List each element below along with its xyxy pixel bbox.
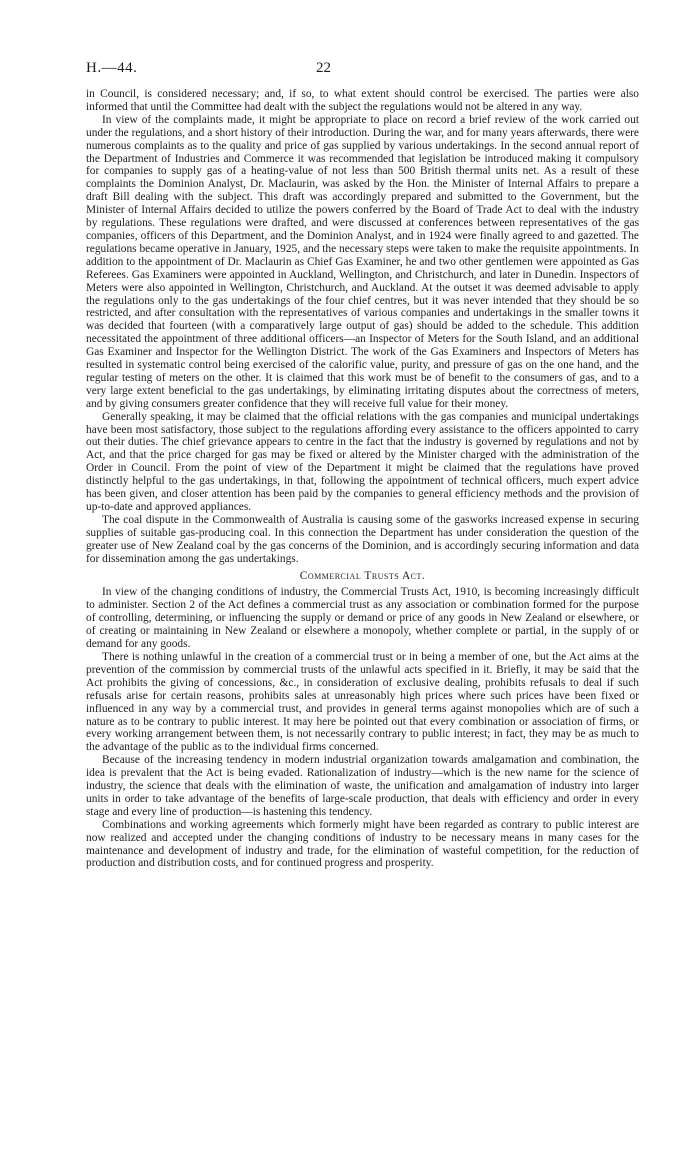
paragraph: In view of the complaints made, it might be appropriate to place on record a brief review of the work carried out under the regulations, and a short history of their introduction. During the war, and for many years afterwards, there were numerous complaints as to the quality and price of gas supplied by various undertakings. In the second annual report of the Department of Industries and Commerce it was recommended that legislation be introduced making it compulsory for companies to supply gas of a heating-value of not less than 500 British thermal units net. As a result of these complaints the Dominion Analyst, Dr. Maclaurin, was asked by the Hon. the Minister of Internal Affairs to prepare a draft Bill dealing with the subject. This draft was accordingly prepared and submitted to the Government, but the Minister of Internal Affairs decided to utilize the powers conferred by the Board of Trade Act to deal with the industry by regulations. These regulations were drafted, and were discussed at conferences between representatives of the gas companies, officers of this Department, and the Dominion Analyst, and in 1924 were finally agreed to and gazetted. The regulations became operative in January, 1925, and the necessary steps were taken to make the requisite appointments. In addition to the appointment of Dr. Maclaurin as Chief Gas Examiner, he and two other gentlemen were appointed as Gas Referees. Gas Examiners were appointed in Auckland, Wellington, and Christchurch, and later in Dunedin. Inspectors of Meters were also appointed in Wellington, Christchurch, and Auckland. At the outset it was deemed advisable to apply the regulations only to the gas undertakings of the four chief centres, but it was never intended that they should be so restricted, and after consultation with the representatives of various companies and undertakings in the smaller towns it was decided that fourteen (with a comparatively large output of gas) should be added to the schedule. This addition necessitated the appointment of three additional officers—an Inspector of Meters for the South Island, and an additional Gas Examiner and Inspector for the Wellington District. The work of the Gas Examiners and Inspectors of Meters has resulted in systematic control being exercised of the calorific value, purity, and pressure of gas on the one hand, and the regular testing of meters on the other. It is claimed that this work must be of benefit to the consumers of gas, and to a very large extent beneficial to the gas undertakings, by eliminating irritating disputes about the correctness of meters, and by giving consumers greater confidence that they will receive full value for their money. bbox=[86, 113, 639, 410]
paragraph: in Council, is considered necessary; and, if so, to what extent should control be exercised. The parties were also informed that until the Committee had dealt with the subject the regulations would not be altered in any way. bbox=[86, 88, 639, 113]
paragraph: Because of the increasing tendency in modern industrial organization towards amalgamation and combination, the idea is prevalent that the Act is being evaded. Rationalization of industry—which is the new name for the science of industry, the science that deals with the elimination of waste, the unification and amalgamation of industry into larger units in order to take advantage of the benefits of large-scale production, that deals with efficiency and order in every stage and every line of production—is hastening this tendency. bbox=[86, 754, 639, 818]
page-header bbox=[86, 60, 639, 88]
paragraph: There is nothing unlawful in the creation of a commercial trust or in being a member of one, but the Act aims at the prevention of the commission by commercial trusts of the unlawful acts specified in it. Briefly, it may be said that the Act prohibits the giving of concessions, &c., in consideration of exclusive dealing, prohibits refusals to deal if such refusals arise for certain reasons, prohibits sales at unreasonably high prices where such prices have been fixed or influenced in any way by a commercial trust, and provides in general terms against monopolies which are of such a nature as to be contrary to public interest. It may here be pointed out that every combination or association of firms, or every working arrangement between them, is not necessarily contrary to public interest; in fact, they may be as much to the advantage of the public as to the individual firms concerned. bbox=[86, 650, 639, 754]
paragraph: The coal dispute in the Commonwealth of Australia is causing some of the gasworks increased expense in securing supplies of suitable gas-producing coal. In this connection the Department has under consideration the question of the greater use of New Zealand coal by the gas concerns of the Dominion, and is accordingly securing information and data for dissemination among the gas undertakings. bbox=[86, 513, 639, 565]
paper-reference: H.—44. bbox=[86, 60, 138, 76]
section-heading: Commercial Trusts Act. bbox=[299, 569, 426, 582]
paragraph: In view of the changing conditions of industry, the Commercial Trusts Act, 1910, is becoming increasingly difficult to administer. Section 2 of the Act defines a commercial trust as any association or combination formed for the purpose of controlling, determining, or influencing the supply or demand or price of any goods in New Zealand or elsewhere, or of creating or maintaining in New Zealand or elsewhere a monopoly, whether complete or partial, in the supply of or demand for any goods. bbox=[86, 586, 639, 651]
paragraph: Combinations and working agreements which formerly might have been regarded as contrary to public interest are now realized and accepted under the changing conditions of industry to be necessary means in many cases for the maintenance and development of industry and trade, for the elimination of wasteful competition, for the reduction of production and distribution costs, and for continued progress and prosperity. bbox=[86, 818, 639, 870]
paragraph: Generally speaking, it may be claimed that the official relations with the gas companies and municipal undertakings have been most satisfactory, those subject to the regulations affording every assistance to the officers appointed to carry out their duties. The chief grievance appears to centre in the fact that the industry is governed by regulations and not by Act, and that the price charged for gas may be fixed or altered by the Minister charged with the administration of the Order in Council. From the point of view of the Department it might be claimed that the regulations have proved distinctly helpful to the gas undertakings, in that, following the appointment of technical officers, much expert advice has been given, and closer attention has been paid by the companies to general efficiency methods and the provision of up-to-date and approved appliances. bbox=[86, 410, 639, 513]
page-number: 22 bbox=[316, 60, 331, 76]
body-text bbox=[86, 88, 639, 870]
